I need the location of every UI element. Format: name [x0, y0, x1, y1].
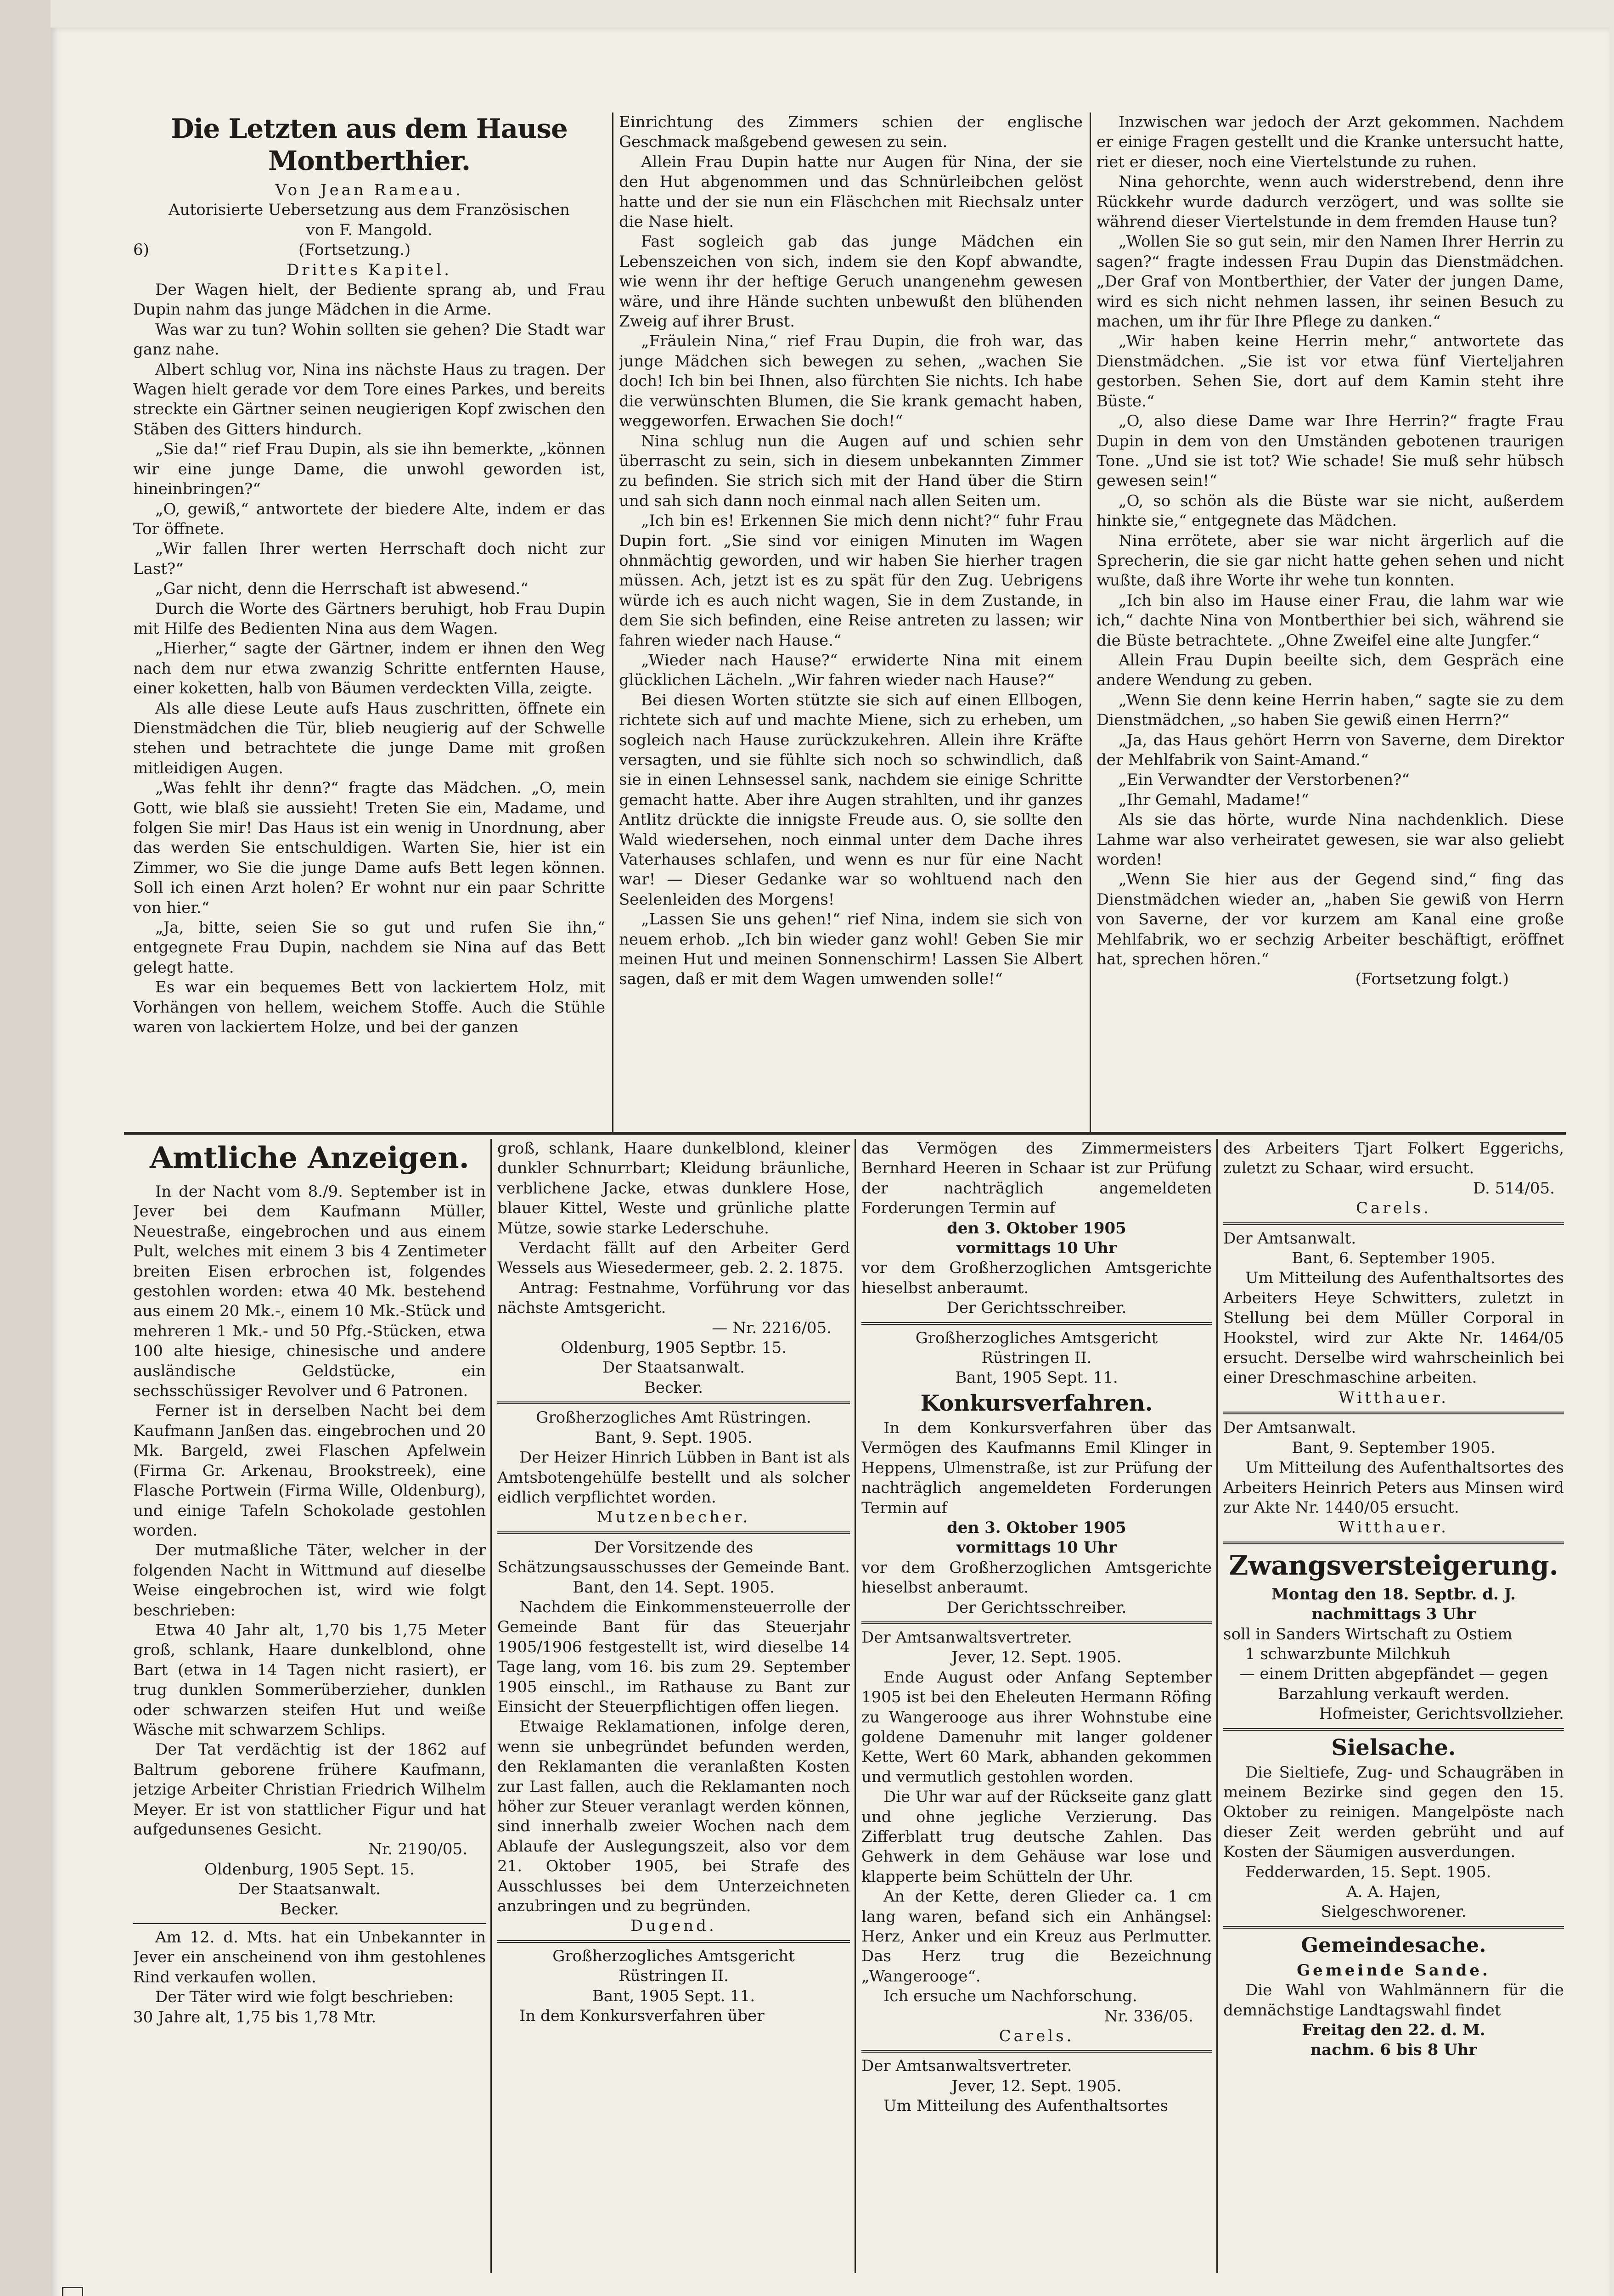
story-paragraph: „Ich bin also im Hause einer Frau, die lahm war wie ich,“ dachte Nina von Montberthier bei sich, während sie die Büste betrachtete. „Ohne Zweifel eine alte Jungfer.“: [1097, 591, 1564, 650]
ad-paragraph: Am 12. d. Mts. hat ein Unbekannter in Jever ein anscheinend von ihm gestohlenes Rind verkaufen wollen.: [133, 1928, 486, 1986]
ad-paragraph: Die Uhr war auf der Rückseite ganz glatt und ohne jegliche Verzierung. Das Zifferblatt trug deutsche Zahlen. Das Gehwerk in dem Gehäuse war lose und klapperte beim Schütteln der Uhr.: [861, 1788, 1212, 1886]
page-corner-marker: [62, 2287, 83, 2296]
ad-paragraph: An der Kette, deren Glieder ca. 1 cm lang waren, befand sich ein Anhängsel: Herz, Anker und ein Kreuz aus Perlmutter. Das Herz trug die Bezeichnung „Wangerooge“.: [861, 1887, 1212, 1986]
ad-paragraph: Um Mitteilung des Aufenthaltsortes: [883, 2097, 1168, 2116]
feuilleton-column-3: [1097, 113, 1564, 1123]
office-name: Der Gerichtsschreiber.: [946, 1598, 1127, 1617]
story-paragraph: „Wenn Sie denn keine Herrin haben,“ sagte sie zu dem Dienstmädchen, „so haben Sie gewiß einen Herrn?“: [1097, 691, 1564, 730]
place-date: Fedderwarden, 15. Sept. 1905.: [1245, 1863, 1491, 1881]
section-heading: Sielsache.: [1331, 1734, 1456, 1761]
column-divider: [1090, 113, 1091, 1132]
office-heading: Großherzogliches Amtsgericht: [915, 1328, 1158, 1347]
section-heading: Konkursverfahren.: [920, 1390, 1153, 1416]
signature-title: Sielgeschworener.: [1321, 1902, 1467, 1921]
signature: Hofmeister, Gerichtsvollzieher.: [1319, 1705, 1564, 1723]
story-paragraph: „Sie da!“ rief Frau Dupin, als sie ihn bemerkte, „können wir eine junge Dame, die unwohl geworden ist, hineinbringen?“: [133, 440, 605, 499]
signature: Witthauer.: [1338, 1388, 1449, 1407]
ad-separator: [497, 1940, 850, 1943]
section-subheading: Gemeinde Sande.: [1297, 1961, 1490, 1980]
feuilleton-column-1: [133, 113, 605, 1123]
hearing-time: vormittags 10 Uhr: [956, 1538, 1117, 1557]
author-line: Von Jean Rameau.: [275, 181, 463, 199]
story-title: Die Letzten aus dem Hause Montberthier.: [171, 113, 568, 176]
story-paragraph: Bei diesen Worten stützte sie sich auf einen Ellbogen, richtete sich auf und machte Miene, sich zu erheben, um sogleich nach Hause zurückzukehren. Allein ihre Kräfte versagten, und sie fühlte sich noch so schwindlich, daß sie in einen Lehnsessel sank, nachdem sie einige Schritte gemacht hatte. Aber ihre Augen strahlten, und ihr ganzes Antlitz drückte die innigste Freude aus. O, sie sollte den Wald wiedersehen, noch einmal unter dem Dache ihres Vaterhauses schlafen, und wenn es nur für eine Nacht war! — Dieser Gedanke war so wohltuend nach den Seelenleiden des Morgens!: [619, 691, 1083, 909]
chapter-heading: Drittes Kapitel.: [287, 260, 452, 279]
ad-paragraph: Etwa 40 Jahr alt, 1,70 bis 1,75 Meter groß, schlank, Haare dunkelblond, ohne Bart (etwa in 14 Tagen nicht rasiert), er trug dunklen Sommerüberzieher, dunklen oder schwarzen steifen Hut und weiße Wäsche mit schwarzem Schlips.: [133, 1621, 486, 1739]
ad-paragraph: groß, schlank, Haare dunkelblond, kleiner dunkler Schnurrbart; Kleidung bräunliche, verblichene Jacke, etwas dunklere Hose, blauer Kittel, Weste und grünliche platte Mütze, sowie starke Lederschuhe.: [497, 1139, 850, 1238]
office-heading: Der Amtsanwaltsvertreter.: [861, 1628, 1072, 1647]
ad-paragraph: In dem Konkursverfahren über das Vermögen des Kaufmanns Emil Klinger in Heppens, Ulmenstraße, ist zur Prüfung der nachträglich angemeldeten Forderungen Termin auf: [861, 1418, 1212, 1517]
story-paragraph: Als sie das hörte, wurde Nina nachdenklich. Diese Lahme war also verheiratet gewesen, sie war also geliebt worden!: [1097, 810, 1564, 869]
column-divider: [612, 113, 613, 1132]
story-paragraph: Es war ein bequemes Bett von lackiertem Holz, mit Vorhängen von hellem, weichem Stoffe. Auch die Stühle waren von lackiertem Holze, und bei der ganzen: [133, 978, 605, 1037]
story-paragraph: „O, so schön als die Büste war sie nicht, außerdem hinkte sie,“ entgegnete das Mädchen.: [1097, 491, 1564, 530]
signature: Carels.: [1356, 1199, 1431, 1218]
office-heading: Der Amtsanwaltsvertreter.: [861, 2057, 1072, 2076]
story-paragraph: „Wir fallen Ihrer werten Herrschaft doch nicht zur Last?“: [133, 540, 605, 578]
signature: Witthauer.: [1338, 1518, 1449, 1537]
place-date: Oldenburg, 1905 Septbr. 15.: [561, 1339, 787, 1357]
ad-separator: [133, 1923, 486, 1924]
office-heading: Der Amtsanwalt.: [1223, 1229, 1356, 1248]
ad-separator: [1223, 1728, 1564, 1731]
feuilleton-bottom-rule: [124, 1132, 1566, 1135]
auction-time: nachmittags 3 Uhr: [1311, 1605, 1476, 1624]
ad-paragraph: Die Sieltiefe, Zug- und Schaugräben in meinem Bezirke sind gegen den 15. Oktober zu reinigen. Mangelpöste nach dieser Zeit werden gebrüht und auf Kosten der Säumigen ausverdungen.: [1223, 1763, 1564, 1862]
story-paragraph: „Wieder nach Hause?“ erwiderte Nina mit einem glücklichen Lächeln. „Wir fahren wieder nach Hause?“: [619, 651, 1083, 690]
ad-separator: [861, 2050, 1212, 2053]
ad-separator: [497, 1531, 850, 1534]
ads-column-4: [1223, 1139, 1564, 2278]
ad-paragraph: Verdacht fällt auf den Arbeiter Gerd Wessels aus Wiesedermeer, geb. 2. 2. 1875.: [497, 1239, 850, 1277]
story-paragraph: „Was fehlt ihr denn?“ fragte das Mädchen. „O, mein Gott, wie blaß sie aussieht! Treten Sie ein, Madame, und folgen Sie mir! Das Haus ist ein wenig in Unordnung, aber das werden Sie entschuldigen. Warten Sie, hier ist ein Zimmer, wo Sie die junge Dame aufs Bett legen können. Soll ich einen Arzt holen? Er wohnt nur ein paar Schritte von hier.“: [133, 779, 605, 917]
story-paragraph: „Ein Verwandter der Verstorbenen?“: [1119, 771, 1410, 789]
file-number: Nr. 2190/05.: [368, 1840, 467, 1859]
ad-separator: [861, 1322, 1212, 1325]
place-date: Jever, 12. Sept. 1905.: [951, 2077, 1122, 2095]
election-date: Freitag den 22. d. M.: [1302, 2021, 1485, 2040]
story-paragraph: Als alle diese Leute aufs Haus zuschritten, öffnete ein Dienstmädchen die Tür, blieb neugierig auf der Schwelle stehen und betrachtete die junge Dame mit großen mitleidigen Augen.: [133, 699, 605, 777]
hearing-date: den 3. Oktober 1905: [947, 1219, 1126, 1238]
office-subheading: Rüstringen II.: [981, 1349, 1092, 1367]
place-date: Bant, 1905 Sept. 11.: [955, 1368, 1118, 1387]
story-paragraph: Nina gehorchte, wenn auch widerstrebend, denn ihre Rückkehr wurde dadurch verzögert, und was sollte sie während dieser Viertelstunde in dem fremden Hause tun?: [1097, 173, 1564, 231]
ad-separator: [1223, 1222, 1564, 1225]
ad-paragraph: soll in Sanders Wirtschaft zu Ostiem: [1223, 1625, 1513, 1643]
continuation-note: (Fortsetzung.): [298, 241, 411, 259]
signature: Becker.: [644, 1378, 703, 1397]
page-binding-gutter: [0, 0, 51, 2296]
ad-paragraph: Etwaige Reklamationen, infolge deren, wenn sie unbegründet befunden werden, den Reklamanten die veranlaßten Kosten zur Last fallen, auch die Reklamanten noch höher zur Steuer veranlagt werden können, sind innerhalb zweier Wochen nach dem Ablaufe der Auslegungszeit, also vor dem 21. Oktober 1905, bei Strafe des Ausschlusses bei dem Unterzeichneten anzubringen und zu begründen.: [497, 1717, 850, 1916]
signature: Becker.: [280, 1900, 339, 1919]
ads-column-2: [497, 1139, 850, 2278]
place-date: Bant, 1905 Sept. 11.: [592, 1986, 755, 2005]
ad-paragraph: Antrag: Festnahme, Vorführung vor das nächste Amtsgericht.: [497, 1278, 850, 1317]
ad-separator: [1223, 1926, 1564, 1929]
ad-paragraph: Nachdem die Einkommensteuerrolle der Gemeinde Bant für das Steuerjahr 1905/1906 festgestellt ist, wird dieselbe 14 Tage lang, vom 16. bis zum 29. September 1905 einschl., im Rathause zu Bant zur Einsicht der Steuerpflichtigen offen liegen.: [497, 1598, 850, 1716]
signature: A. A. Hajen,: [1346, 1883, 1441, 1901]
hearing-date: den 3. Oktober 1905: [947, 1518, 1126, 1537]
ad-paragraph: In der Nacht vom 8./9. September ist in Jever bei dem Kaufmann Müller, Neuestraße, eingebrochen und aus einem Pult, welches mit einem 3 bis 4 Zentimeter breiten Eisen erbrochen ist, folgendes gestohlen worden: etwa 40 Mk. bestehend aus einem 20 Mk.-, einem 10 Mk.-Stück und mehreren 1 Mk.- und 50 Pfg.-Stücken, etwa 100 alte hiesige, chinesische und andere ausländische Geldstücke, ein sechsschüssiger Revolver und 6 Patronen.: [133, 1182, 486, 1401]
office-heading: Großherzogliches Amtsgericht: [552, 1947, 795, 1965]
story-paragraph: Inzwischen war jedoch der Arzt gekommen. Nachdem er einige Fragen gestellt und die Kranke untersucht hatte, riet er dieser, noch eine Viertelstunde zu ruhen.: [1097, 113, 1564, 171]
column-divider: [490, 1139, 492, 2273]
ad-paragraph: vor dem Großherzoglichen Amtsgerichte hieselbst anberaumt.: [861, 1259, 1212, 1297]
story-paragraph: Durch die Worte des Gärtners beruhigt, hob Frau Dupin mit Hilfe des Bedienten Nina aus dem Wagen.: [133, 599, 605, 638]
ad-separator: [1223, 1412, 1564, 1414]
ad-paragraph: Um Mitteilung des Aufenthaltsortes des Arbeiters Heinrich Peters aus Minsen wird zur Akte Nr. 1440/05 ersucht.: [1223, 1458, 1564, 1517]
place-date: Bant, 9. September 1905.: [1292, 1438, 1496, 1457]
ad-paragraph: des Arbeiters Tjart Folkert Eggerichs, zuletzt zu Schaar, wird ersucht.: [1223, 1139, 1564, 1178]
to-be-continued: (Fortsetzung folgt.): [1355, 970, 1509, 989]
story-paragraph: „Ihr Gemahl, Madame!“: [1119, 790, 1309, 809]
signature: Mutzenbecher.: [596, 1508, 751, 1527]
ad-paragraph: Ferner ist in derselben Nacht bei dem Kaufmann Janßen das. eingebrochen und 20 Mk. Bargeld, zwei Flaschen Apfelwein (Firma Gr. Arkenau, Brookstreek), eine Flasche Portwein (Firma Wille, Oldenburg), und einige Tafeln Schokolade gestohlen worden.: [133, 1401, 486, 1540]
story-paragraph: „Ja, bitte, seien Sie so gut und rufen Sie ihn,“ entgegnete Frau Dupin, nachdem sie Nina auf das Bett gelegt hatte.: [133, 918, 605, 977]
section-heading: Amtliche Anzeigen.: [150, 1141, 469, 1175]
column-divider: [855, 1139, 856, 2273]
ad-separator: [861, 1621, 1212, 1624]
file-number: — Nr. 2216/05.: [712, 1318, 832, 1337]
story-paragraph: „Wollen Sie so gut sein, mir den Namen Ihrer Herrin zu sagen?“ fragte indessen Frau Dupin das Dienstmädchen. „Der Graf von Montberthier, der Vater der jungen Dame, wird es sich nicht nehmen lassen, ihr seinen Besuch zu machen, um ihr für Ihre Pflege zu danken.“: [1097, 232, 1564, 331]
office-subheading: Rüstringen II.: [619, 1967, 729, 1986]
ad-paragraph: — einem Dritten abgepfändet — gegen Barzahlung verkauft werden.: [1239, 1665, 1548, 1703]
place-date: Bant, 6. September 1905.: [1292, 1249, 1496, 1268]
ad-separator: [497, 1401, 850, 1404]
ads-column-1: [133, 1139, 486, 2278]
ads-column-3: [861, 1139, 1212, 2278]
office-name: Der Staatsanwalt.: [238, 1880, 381, 1899]
ad-separator: [1223, 1542, 1564, 1544]
office-heading: Der Vorsitzende des Schätzungsausschusses der Gemeinde Bant.: [497, 1538, 850, 1577]
ad-paragraph: Die Wahl von Wahlmännern für die demnächstige Landtagswahl findet: [1223, 1981, 1564, 2020]
ad-paragraph: vor dem Großherzoglichen Amtsgerichte hieselbst anberaumt.: [861, 1558, 1212, 1597]
translation-line-2: von F. Mangold.: [306, 220, 433, 239]
place-date: Bant, den 14. Sept. 1905.: [573, 1578, 775, 1597]
ad-paragraph: In dem Konkursverfahren über: [519, 2007, 765, 2026]
signature: Carels.: [999, 2027, 1074, 2046]
story-paragraph: „Hierher,“ sagte der Gärtner, indem er ihnen den Weg nach dem nur etwa zwanzig Schritte entfernten Hause, einer koketten, halb von Bäumen verdeckten Villa, zeigte.: [133, 639, 605, 698]
file-number: D. 514/05.: [1473, 1179, 1555, 1198]
ad-paragraph: 30 Jahre alt, 1,75 bis 1,78 Mtr.: [133, 2008, 377, 2026]
translation-line-1: Autorisierte Uebersetzung aus dem Französischen: [169, 201, 570, 219]
story-paragraph: Nina errötete, aber sie war nicht ärgerlich auf die Sprecherin, die sie gar nicht hatte gehen sehen und nicht wußte, daß ihre Worte ihr wehe tun konnten.: [1097, 531, 1564, 590]
story-paragraph: „Ich bin es! Erkennen Sie mich denn nicht?“ fuhr Frau Dupin fort. „Sie sind vor einigen Minuten im Wagen ohnmächtig geworden, und wir haben Sie hierher tragen müssen. Ach, jetzt ist es zu spät für den Zug. Uebrigens würde ich es auch nicht wagen, Sie in dem Zustande, in dem Sie sich befinden, eine Reise antreten zu lassen; wir fahren wieder nach Hause.“: [619, 512, 1083, 650]
story-paragraph: Allein Frau Dupin beeilte sich, dem Gespräch eine andere Wendung zu geben.: [1097, 651, 1564, 690]
story-paragraph: „O, gewiß,“ antwortete der biedere Alte, indem er das Tor öffnete.: [133, 500, 605, 538]
section-heading: Zwangsversteigerung.: [1229, 1549, 1558, 1581]
story-paragraph: Nina schlug nun die Augen auf und schien sehr überrascht zu sein, sich in diesem unbekannten Zimmer zu befinden. Sie strich sich mit der Hand über die Stirn und sah sich dann noch einmal nach allen Seiten um.: [619, 432, 1083, 510]
file-number: Nr. 336/05.: [1104, 2007, 1193, 2026]
story-paragraph: „Gar nicht, denn die Herrschaft ist abwesend.“: [155, 580, 529, 598]
feuilleton-column-2: [619, 113, 1083, 1123]
story-paragraph: „Wir haben keine Herrin mehr,“ antwortete das Dienstmädchen. „Sie ist vor etwa fünf Vierteljahren gestorben. Sehen Sie, dort auf dem Kamin steht ihre Büste.“: [1097, 332, 1564, 411]
signature: Dugend.: [630, 1917, 717, 1936]
hearing-time: vormittags 10 Uhr: [956, 1239, 1117, 1258]
story-paragraph: Was war zu tun? Wohin sollten sie gehen? Die Stadt war ganz nahe.: [133, 320, 605, 359]
election-time: nachm. 6 bis 8 Uhr: [1310, 2041, 1477, 2060]
place-date: Oldenburg, 1905 Sept. 15.: [204, 1860, 415, 1879]
story-paragraph: Albert schlug vor, Nina ins nächste Haus zu tragen. Der Wagen hielt gerade vor dem Tore eines Parkes, und bereits streckte ein Gärtner seinen neugierigen Kopf zwischen den Stäben des Gitters hindurch.: [133, 360, 605, 439]
installment-line: [133, 240, 605, 260]
story-paragraph: „O, also diese Dame war Ihre Herrin?“ fragte Frau Dupin in dem von den Umständen gebotenen traurigen Tone. „Und sie ist tot? Wie schade! Sie muß sehr hübsch gewesen sein!“: [1097, 412, 1564, 490]
story-paragraph: „Ja, das Haus gehört Herrn von Saverne, dem Direktor der Mehlfabrik von Saint-Amand.“: [1097, 731, 1564, 769]
ad-paragraph: Der mutmaßliche Täter, welcher in der folgenden Nacht in Wittmund auf dieselbe Weise eingebrochen ist, wird wie folgt beschrieben:: [133, 1541, 486, 1620]
ad-paragraph: 1 schwarzbunte Milchkuh: [1245, 1644, 1451, 1663]
place-date: Jever, 12. Sept. 1905.: [951, 1648, 1122, 1667]
ad-paragraph: Um Mitteilung des Aufenthaltsortes des Arbeiters Heye Schwitters, zuletzt in Stellung bei dem Müller Corporal in Hookstel, wird zur Akte Nr. 1464/05 ersucht. Derselbe wird wahrscheinlich bei einer Dreschmaschine arbeiten.: [1223, 1269, 1564, 1387]
story-paragraph: Fast sogleich gab das junge Mädchen ein Lebenszeichen von sich, indem sie den Kopf abwandte, wie wenn ihr der heftige Geruch unangenehm gewesen wäre, und ihre Hände suchten unbewußt den blühenden Zweig auf ihrer Brust.: [619, 232, 1083, 331]
ad-paragraph: Der Tat verdächtig ist der 1862 auf Baltrum geborene frühere Kaufmann, jetzige Arbeiter Christian Friedrich Wilhelm Meyer. Er ist von stattlicher Figur und hat aufgedunsenes Gesicht.: [133, 1740, 486, 1839]
story-paragraph: Allein Frau Dupin hatte nur Augen für Nina, der sie den Hut abgenommen und das Schnürleibchen gelöst hatte und der sie nun ein Fläschchen mit Riechsalz unter die Nase hielt.: [619, 152, 1083, 231]
office-name: Der Gerichtsschreiber.: [946, 1299, 1127, 1317]
ad-paragraph: das Vermögen des Zimmermeisters Bernhard Heeren in Schaar ist zur Prüfung der nachträglich angemeldeten Forderungen Termin auf: [861, 1139, 1212, 1218]
office-heading: Der Amtsanwalt.: [1223, 1418, 1356, 1437]
story-paragraph: „Fräulein Nina,“ rief Frau Dupin, die froh war, das junge Mädchen sich bewegen zu sehen, „wachen Sie doch! Ich bin bei Ihnen, also fürchten Sie nichts. Ich habe die verwünschten Blumen, die Sie krank gemacht haben, weggeworfen. Erwachen Sie doch!“: [619, 332, 1083, 431]
story-paragraph: „Wenn Sie hier aus der Gegend sind,“ fing das Dienstmädchen wieder an, „haben Sie gewiß von Herrn von Saverne, der vor kurzem am Kanal eine große Mehlfabrik, wo er sechzig Arbeiter beschäftigt, eröffnet hat, sprechen hören.“: [1097, 870, 1564, 969]
column-divider: [1216, 1139, 1218, 2273]
place-date: Bant, 9. Sept. 1905.: [595, 1428, 753, 1447]
story-paragraph: „Lassen Sie uns gehen!“ rief Nina, indem sie sich von neuem erhob. „Ich bin wieder ganz wohl! Geben Sie mir meinen Hut und meinen Sonnenschirm! Lassen Sie Albert sagen, daß er mit dem Wagen umwenden solle!“: [619, 910, 1083, 989]
ad-paragraph: Ich ersuche um Nachforschung.: [883, 1987, 1137, 2006]
story-paragraph: Einrichtung des Zimmers schien der englische Geschmack maßgebend gewesen zu sein.: [619, 113, 1083, 152]
office-name: Der Staatsanwalt.: [602, 1358, 745, 1377]
story-paragraph: Der Wagen hielt, der Bediente sprang ab, und Frau Dupin nahm das junge Mädchen in die Arme.: [133, 281, 605, 319]
ad-paragraph: Der Täter wird wie folgt beschrieben:: [155, 1988, 454, 2007]
ad-paragraph: Ende August oder Anfang September 1905 ist bei den Eheleuten Hermann Röfing zu Wangerooge aus ihrer Wohnstube eine goldene Damenuhr mit langer goldener Kette, Wert 60 Mark, abhanden gekommen und vermutlich gestohlen worden.: [861, 1668, 1212, 1786]
section-heading: Gemeindesache.: [1301, 1933, 1486, 1957]
ad-paragraph: Der Heizer Hinrich Lübben in Bant ist als Amtsbotengehülfe bestellt und als solcher eidlich verpflichtet worden.: [497, 1448, 850, 1507]
installment-number: 6): [133, 241, 149, 259]
office-heading: Großherzogliches Amt Rüstringen.: [536, 1408, 811, 1427]
auction-date: Montag den 18. Septbr. d. J.: [1271, 1585, 1516, 1604]
